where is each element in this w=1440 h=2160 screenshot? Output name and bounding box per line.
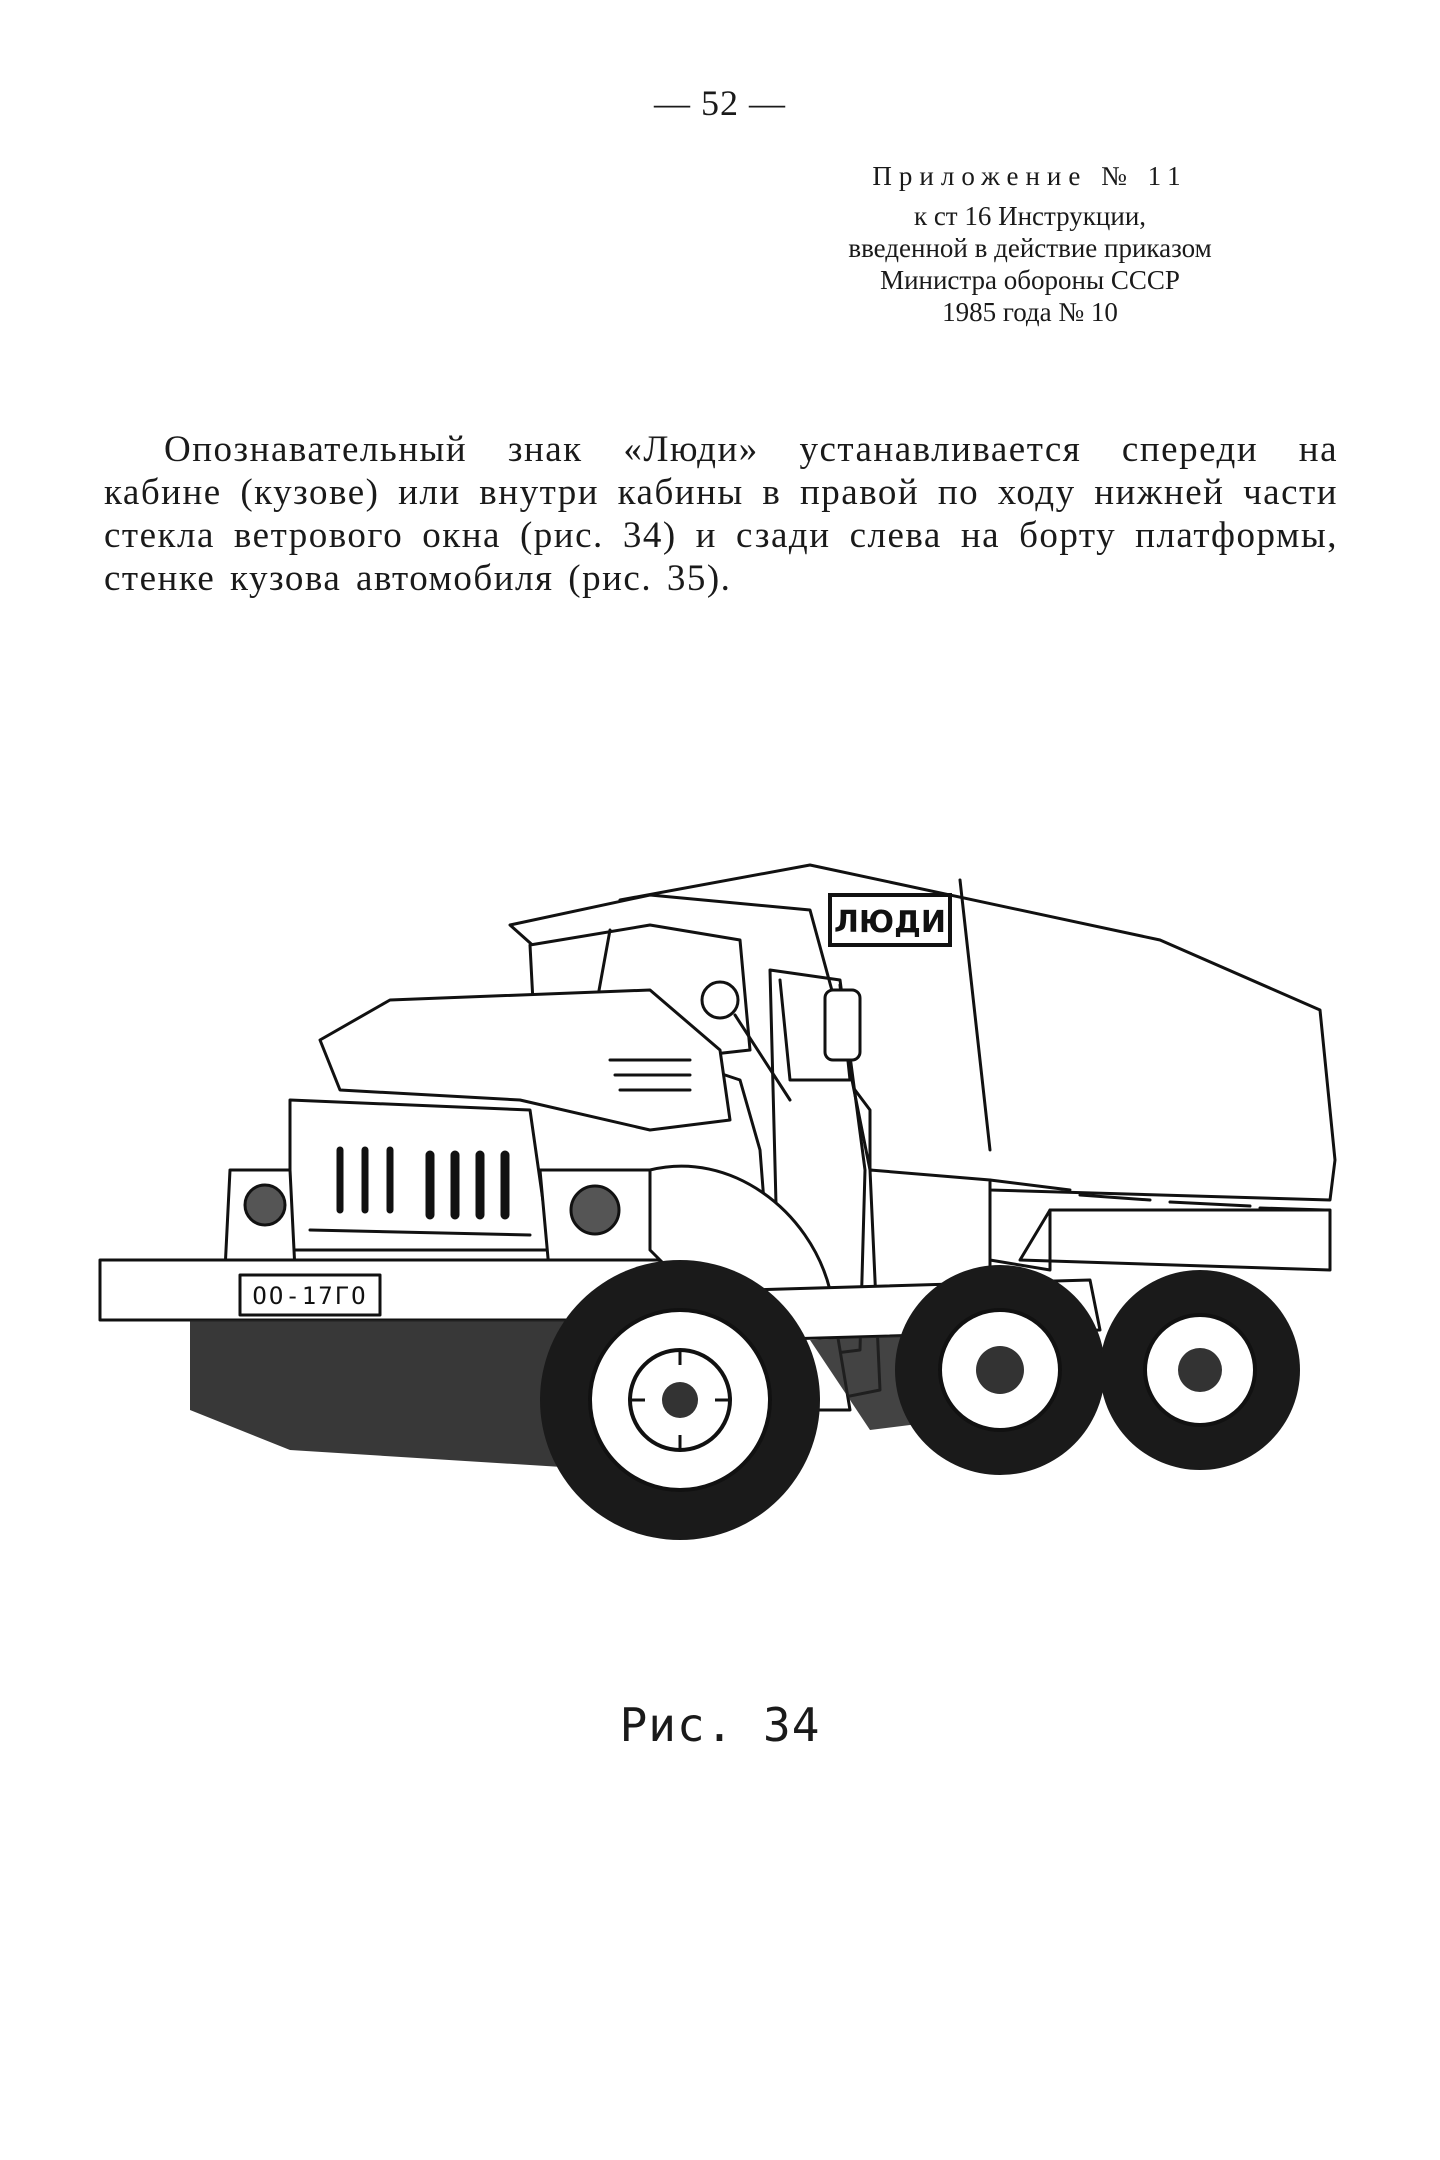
appendix-title: Приложение № 11 [872, 161, 1188, 191]
appendix-header [820, 160, 1240, 328]
truck-sign-text: ЛЮДИ [834, 905, 946, 940]
truck-illustration [90, 850, 1350, 1550]
appendix-line: Министра обороны СССР [880, 265, 1180, 295]
figure-caption: Рис. 34 [619, 1698, 821, 1752]
body-paragraph: Опознавательный знак «Люди» устанавливается спереди на кабине (кузове) или внутри кабины в правой по ходу нижней части стекла ветрового окна (рис. 34) и сзади слева на борту платформы, стенке кузова автомобиля (рис. 35). [104, 429, 1338, 599]
page-number: — 52 — [654, 83, 786, 123]
license-plate-text: ОО-17ГО [252, 1282, 368, 1310]
appendix-line: 1985 года № 10 [942, 297, 1118, 327]
appendix-line: к ст 16 Инструкции, [913, 201, 1147, 231]
appendix-line: введенной в действие приказом [848, 233, 1212, 263]
